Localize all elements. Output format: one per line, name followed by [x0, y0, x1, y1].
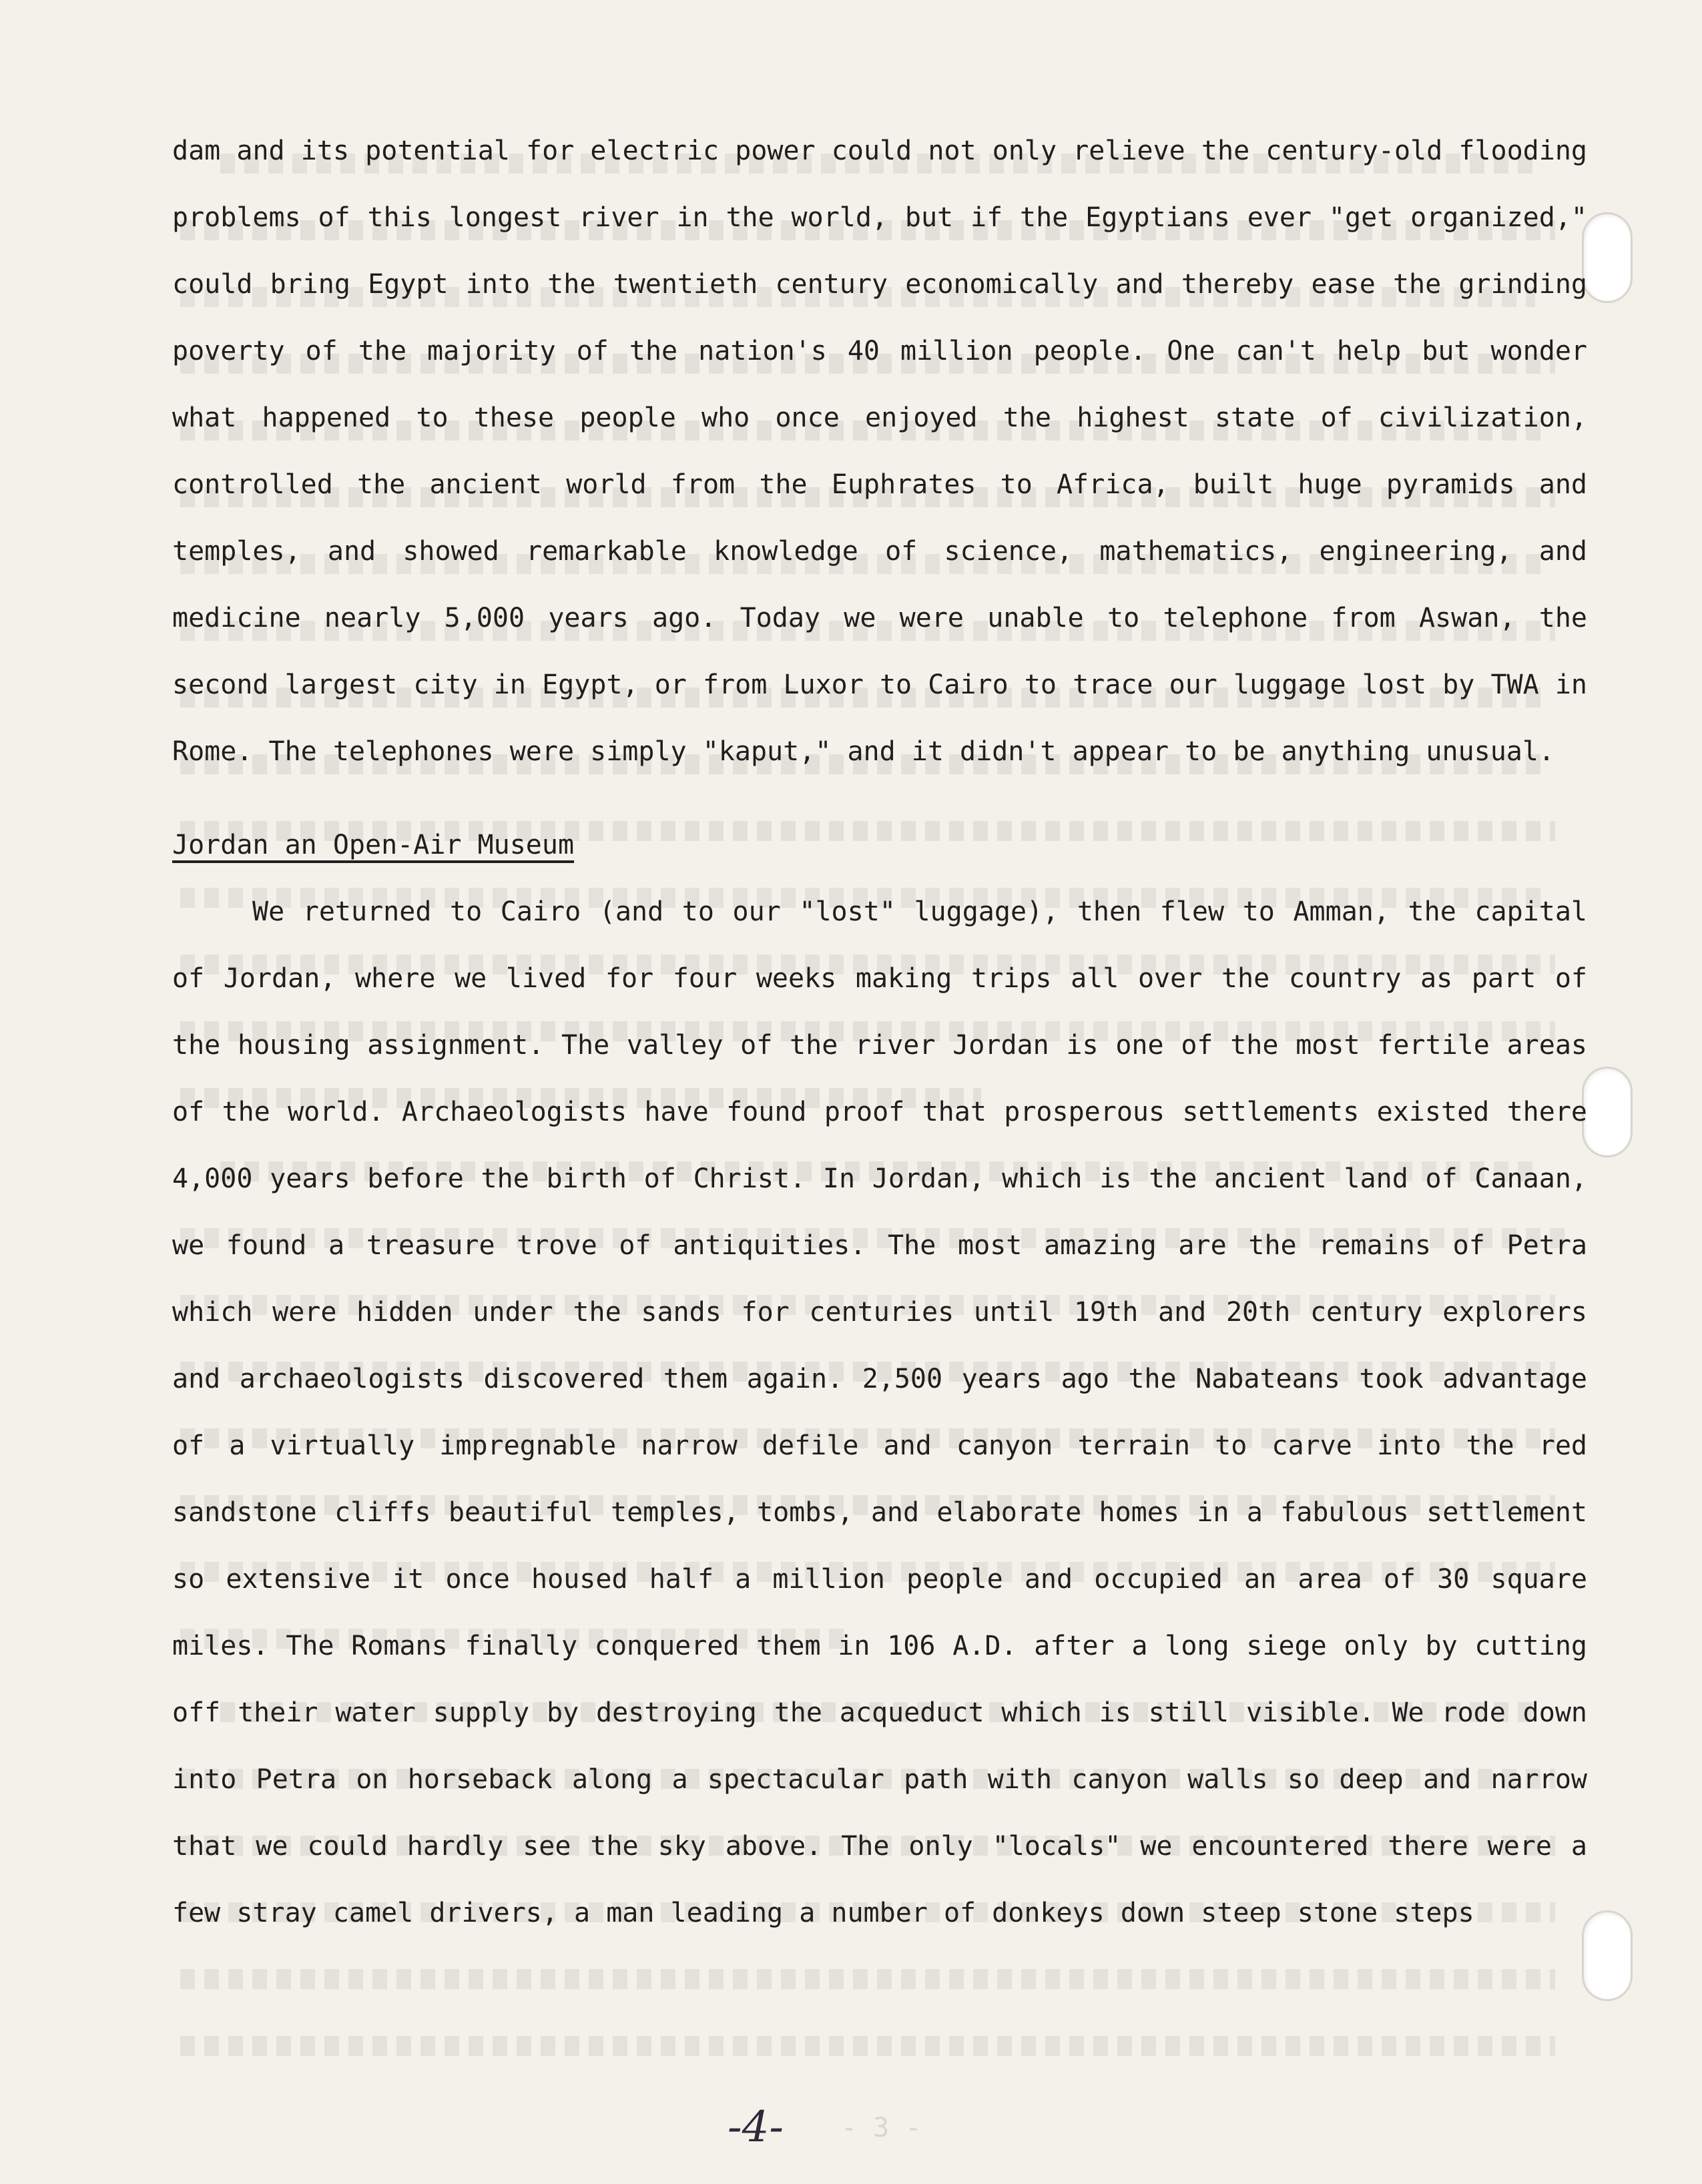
binder-hole-top: [1582, 212, 1633, 303]
page-number: -4-: [728, 2103, 784, 2152]
body-text: [172, 117, 1587, 1946]
paragraph-jordan-petra: We returned to Cairo (and to our "lost" luggage), then flew to Amman, the capital of Jordan, where we lived for four weeks making trips all over the country as part of the housing assignment. The valley of the river Jordan is one of the most fertile areas of the world. Archaeologists have found proof that prosperous settlements existed there 4,000 years before the birth of Christ. In Jordan, which is the ancient land of Canaan, we found a treasure trove of antiquities. The most amazing are the remains of Petra which were hidden under the sands for centuries until 19th and 20th century explorers and archaeologists discovered them again. 2,500 years ago the Nabateans took advantage of a virtually impregnable narrow defile and canyon terrain to carve into the red sandstone cliffs beautiful temples, tombs, and elaborate homes in a fabulous settlement so extensive it once housed half a million people and occupied an area of 30 square miles. The Romans finally conquered them in 106 A.D. after a long siege only by cutting off their water supply by destroying the acqueduct which is still visible. We rode down into Petra on horseback along a spectacular path with canyon walls so deep and narrow that we could hardly see the sky above. The only "locals" we encountered there were a few stray camel drivers, a man leading a number of donkeys down steep stone steps: [172, 896, 1587, 1928]
binder-hole-middle: [1582, 1067, 1633, 1157]
bleed-page-number: - 3 -: [841, 2113, 922, 2143]
paragraph-aswan-dam: dam and its potential for electric power could not only relieve the century-old flooding problems of this longest river in the world, but if the Egyptians ever "get organized," could bring Egypt into the twentieth century economically and thereby ease the grinding poverty of the majority of the nation's 40 million people. One can't help but wonder what happened to these people who once enjoyed the highest state of civilization, controlled the ancient world from the Euphrates to Africa, built huge pyramids and temples, and showed remarkable knowledge of science, mathematics, engineering, and medicine nearly 5,000 years ago. Today we were unable to telephone from Aswan, the second largest city in Egypt, or from Luxor to Cairo to trace our luggage lost by TWA in Rome. The telephones were simply "kaput," and it didn't appear to be anything unusual.: [172, 135, 1587, 767]
binder-hole-bottom: [1582, 1910, 1633, 2001]
section-heading: Jordan an Open-Air Museum: [172, 830, 575, 860]
